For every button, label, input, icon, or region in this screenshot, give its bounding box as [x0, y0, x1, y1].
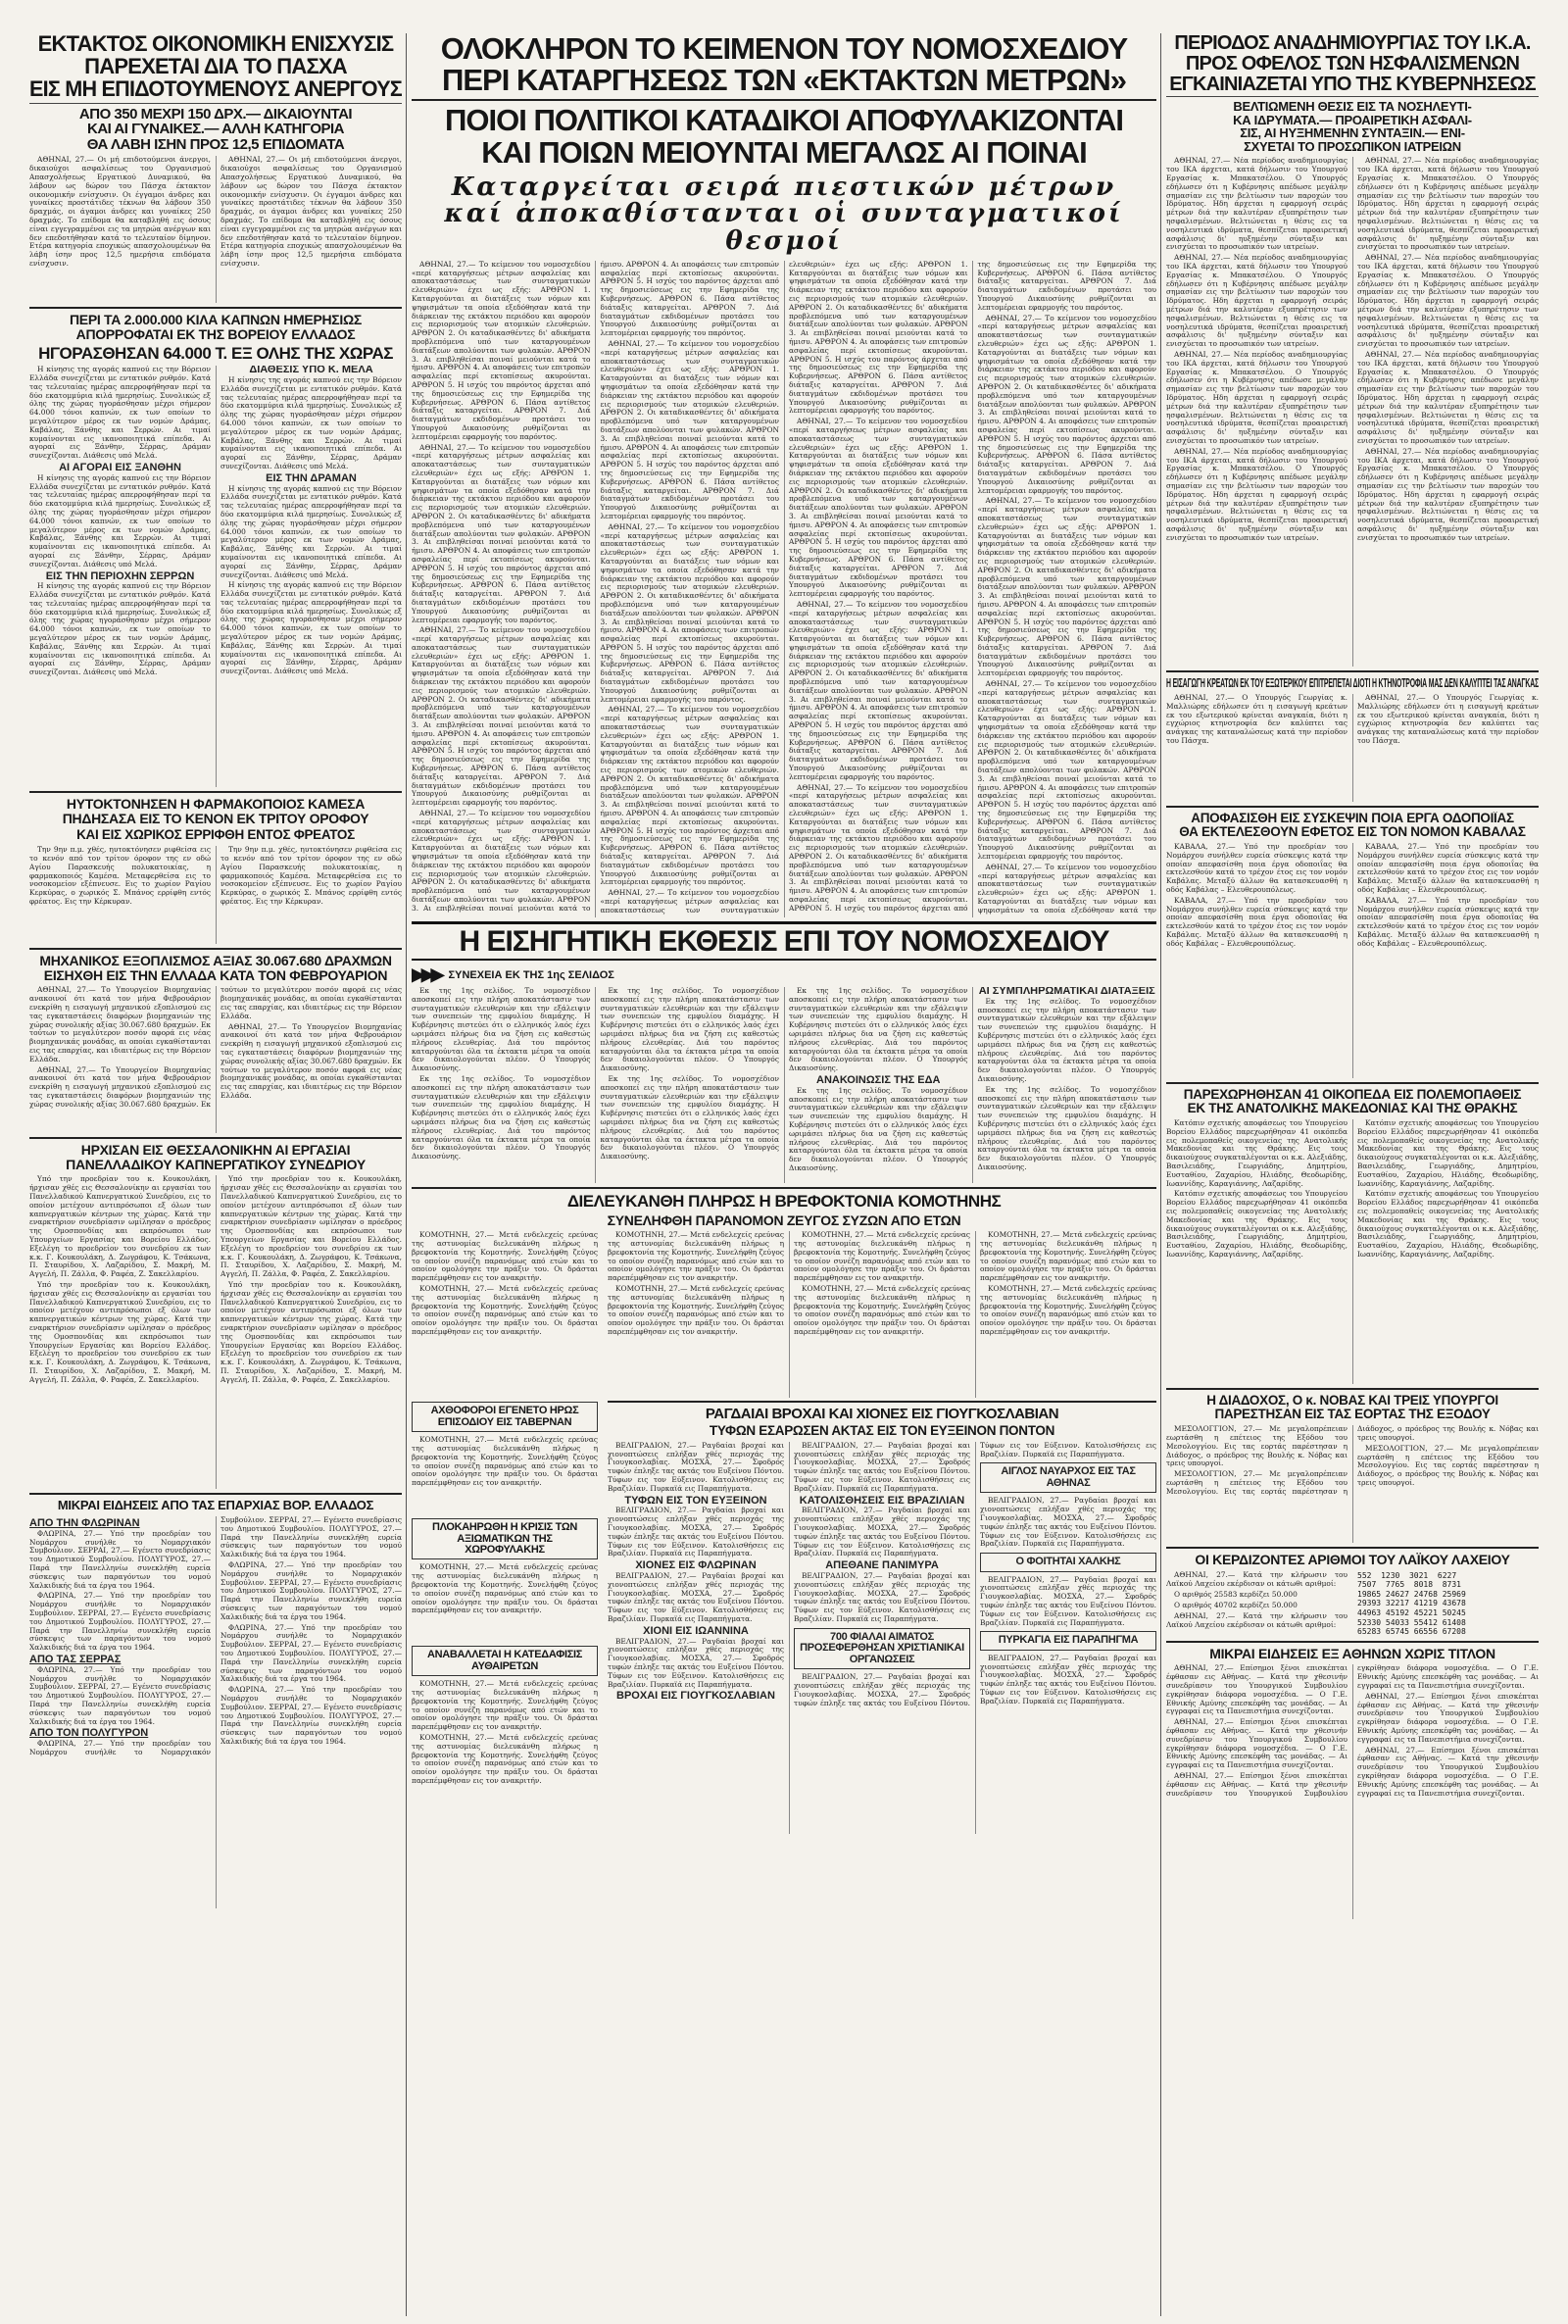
lead-article [412, 33, 1156, 917]
article-ika [1166, 33, 1539, 667]
subheadline: ΣΥΝΕΛΗΦΘΗ ΠΑΡΑΝΟΜΟΝ ΖΕΥΓΟΣ ΣΥΖΩΝ ΑΠΟ ΕΤΩΝ [607, 1211, 961, 1228]
headline: ΔΙΕΛΕΥΚΑΝΘΗ ΠΛΗΡΩΣ Η ΒΡΕΦΟΚΤΟΝΙΑ ΚΟΜΟΤΗΝΗΣ [566, 1193, 1002, 1211]
section-label: ΒΡΟΧΑΙ ΕΙΣ ΓΙΟΥΓΚΟΣΛΑΒΙΑΝ [616, 1690, 775, 1703]
article-body: ΑΘΗΝΑΙ, 27.— Οι μή επιδοτούμενοι άνεργοι, δικαιούχοι ασφαλίσεως του Οργανισμού Απασχολήσεως Εργατικού Δυναμικού, θα λάβουν ως δώρον του Πάσχα έκτακτον οικονομικήν ενίσχυσιν. Οι έγγαμοι άνδρες και γυναίκες προστάτιδες τέκνων θα λάβουν 350 δραχμάς, οι άγαμοι άνδρες και γυναίκες 250 δραχμάς. Το επίδομα θα καταβληθή εις όσους είναι εγγεγραμμένοι εις τα μητρώα ανέργων και δεν επεδοτήθησαν κατά το τελευταίον δίμηνον. Ετέρα κατηγορία εποχικώς απασχολουμένων θα λάβη ίσην προς 12,5 ημερήσια επιδόματα ενίσχυσιν. ΑΘΗΝΑΙ, 27.— Οι μή επιδοτούμενοι άνεργοι, δικαιούχοι ασφαλίσεως του Οργανισμού Απασχολήσεως Εργατικού Δυναμικού, θα λάβουν ως δώρον του Πάσχα έκτακτον οικονομικήν ενίσχυσιν. Οι έγγαμοι άνδρες και γυναίκες προστάτιδες τέκνων θα λάβουν 350 δραχμάς, οι άγαμοι άνδρες και γυναίκες 250 δραχμάς. Το επίδομα θα καταβληθή εις όσους είναι εγγεγραμμένοι εις τα μητρώα ανέργων και δεν επεδοτήθησαν κατά το τελευταίον δίμηνον. Ετέρα κατηγορία εποχικώς απασχολουμένων θα λάβη ίσην προς 12,5 ημερήσια επιδόματα ενίσχυσιν. [29, 156, 402, 268]
italic-subheadline: Καταργείται σειρά πιεστικών μέτρων καί ἀποκαθίστανται οἱ συνταγματικοί θεσμοί [444, 172, 1124, 256]
subheadline: ΗΓΟΡΑΣΘΗΣΑΝ 64.000 Τ. ΕΞ ΟΛΗΣ ΤΗΣ ΧΩΡΑΣ [38, 343, 393, 363]
lottery-number-row: 7507 7765 8018 8731 [1357, 1580, 1461, 1590]
main-headline: ΟΛΟΚΛΗΡΟΝ ΤΟ ΚΕΙΜΕΝΟΝ ΤΟΥ ΝΟΜΟΣΧΕΔΙΟΥ ΠΕΡΙ ΚΑΤΑΡΓΗΣΕΩΣ ΤΩΝ «ΕΚΤΑΚΤΩΝ ΜΕΤΡΩΝ» [440, 33, 1128, 98]
section-label: ΑΙ ΑΓΟΡΑΙ ΕΙΣ ΞΑΝΘΗΝ [59, 461, 181, 473]
article-body: ΒΕΛΙΓΡΑΔΙΟΝ, 27.— Ραγδαίαι βροχαί και χιονοπτώσεις επλήξαν χθές περιοχάς της Γιουγκοσλαβίας. ΜΟΣΧΑ, 27.— Σφοδρός τυφών έπληξε τας ακτάς του Ευξείνου Πόντου. Τύφων εις τον Εύξεινον. Κατολισθήσεις εις Βραζιλίαν. Πυρκαϊά εις Παραπήγματα. ΤΥΦΩΝ ΕΙΣ ΤΟΝ ΕΥΞΕΙΝΟΝ ΒΕΛΙΓΡΑΔΙΟΝ, 27.— Ραγδαίαι βροχαί και χιονοπτώσεις επλήξαν χθές περιοχάς της Γιουγκοσλαβίας. ΜΟΣΧΑ, 27.— Σφοδρός τυφών έπληξε τας ακτάς του Ευξείνου Πόντου. Τύφων εις τον Εύξεινον. Κατολισθήσεις εις Βραζιλίαν. Πυρκαϊά εις Παραπήγματα. ΧΙΟΝΕΣ ΕΙΣ ΦΛΩΡΙΝΑΝ ΒΕΛΙΓΡΑΔΙΟΝ, 27.— Ραγδαίαι βροχαί και χιονοπτώσεις επλήξαν χθές περιοχάς της Γιουγκοσλαβίας. ΜΟΣΧΑ, 27.— Σφοδρός τυφών έπληξε τας ακτάς του Ευξείνου Πόντου. Τύφων εις τον Εύξεινον. Κατολισθήσεις εις Βραζιλίαν. Πυρκαϊά εις Παραπήγματα. ΧΙΟΝΙ ΕΙΣ ΙΩΑΝΝΙΝΑ ΒΕΛΙΓΡΑΔΙΟΝ, 27.— Ραγδαίαι βροχαί και χιονοπτώσεις επλήξαν χθές περιοχάς της Γιουγκοσλαβίας. ΜΟΣΧΑ, 27.— Σφοδρός τυφών έπληξε τας ακτάς του Ευξείνου Πόντου. Τύφων εις τον Εύξεινον. Κατολισθήσεις εις Βραζιλίαν. Πυρκαϊά εις Παραπήγματα. ΒΡΟΧΑΙ ΕΙΣ ΓΙΟΥΓΚΟΣΛΑΒΙΑΝ ΒΕΛΙΓΡΑΔΙΟΝ, 27.— Ραγδαίαι βροχαί και χιονοπτώσεις επλήξαν χθές περιοχάς της Γιουγκοσλαβίας. ΜΟΣΧΑ, 27.— Σφοδρός τυφών έπληξε τας ακτάς του Ευξείνου Πόντου. Τύφων εις τον Εύξεινον. Κατολισθήσεις εις Βραζιλίαν. Πυρκαϊά εις Παραπήγματα. ΚΑΤΟΛΙΣΘΗΣΕΙΣ ΕΙΣ ΒΡΑΖΙΛΙΑΝ ΒΕΛΙΓΡΑΔΙΟΝ, 27.— Ραγδαίαι βροχαί και χιονοπτώσεις επλήξαν χθές περιοχάς της Γιουγκοσλαβίας. ΜΟΣΧΑ, 27.— Σφοδρός τυφών έπληξε τας ακτάς του Ευξείνου Πόντου. Τύφων εις τον Εύξεινον. Κατολισθήσεις εις Βραζιλίαν. Πυρκαϊά εις Παραπήγματα. ΑΠΕΘΑΝΕ ΠΑΝΙΜΥΡΑ ΒΕΛΙΓΡΑΔΙΟΝ, 27.— Ραγδαίαι βροχαί και χιονοπτώσεις επλήξαν χθές περιοχάς της Γιουγκοσλαβίας. ΜΟΣΧΑ, 27.— Σφοδρός τυφών έπληξε τας ακτάς του Ευξείνου Πόντου. Τύφων εις τον Εύξεινον. Κατολισθήσεις εις Βραζιλίαν. Πυρκαϊά εις Παραπήγματα. 700 ΦΙΑΛΑΙ ΑΙΜΑΤΟΣ ΠΡΟΣΕΦΕΡΘΗΣΑΝ ΧΡΙΣΤΙΑΝΙΚΑΙ ΟΡΓΑΝΩΣΕΙΣ ΒΕΛΙΓΡΑΔΙΟΝ, 27.— Ραγδαίαι βροχαί και χιονοπτώσεις επλήξαν χθές περιοχάς της Γιουγκοσλαβίας. ΜΟΣΧΑ, 27.— Σφοδρός τυφών έπληξε τας ακτάς του Ευξείνου Πόντου. Τύφων εις τον Εύξεινον. Κατολισθήσεις εις Βραζιλίαν. Πυρκαϊά εις Παραπήγματα. ΑΙΓΛΟΣ ΝΑΥΑΡΧΟΣ ΕΙΣ ΤΑΣ ΑΘΗΝΑΣ ΒΕΛΙΓΡΑΔΙΟΝ, 27.— Ραγδαίαι βροχαί και χιονοπτώσεις επλήξαν χθές περιοχάς της Γιουγκοσλαβίας. ΜΟΣΧΑ, 27.— Σφοδρός τυφών έπληξε τας ακτάς του Ευξείνου Πόντου. Τύφων εις τον Εύξεινον. Κατολισθήσεις εις Βραζιλίαν. Πυρκαϊά εις Παραπήγματα. Ο ΦΟΙΤΗΤΑΙ ΧΑΛΚΗΣ ΒΕΛΙΓΡΑΔΙΟΝ, 27.— Ραγδαίαι βροχαί και χιονοπτώσεις επλήξαν χθές περιοχάς της Γιουγκοσλαβίας. ΜΟΣΧΑ, 27.— Σφοδρός τυφών έπληξε τας ακτάς του Ευξείνου Πόντου. Τύφων εις τον Εύξεινον. Κατολισθήσεις εις Βραζιλίαν. Πυρκαϊά εις Παραπήγματα. ΠΥΡΚΑΓΙΑ ΕΙΣ ΠΑΡΑΠΗΓΜΑ ΒΕΛΙΓΡΑΔΙΟΝ, 27.— Ραγδαίαι βροχαί και χιονοπτώσεις επλήξαν χθές περιοχάς της Γιουγκοσλαβίας. ΜΟΣΧΑ, 27.— Σφοδρός τυφών έπληξε τας ακτάς του Ευξείνου Πόντου. Τύφων εις τον Εύξεινον. Κατολισθήσεις εις Βραζιλίαν. Πυρκαϊά εις Παραπήγματα. [608, 1441, 1156, 1707]
article-body: ΑΘΗΝΑΙ, 27.— Ο Υπουργός Γεωργίας κ. Μαλλιώρης εδήλωσεν ότι η εισαγωγή κρεάτων εκ του εξωτερικού κρίνεται αναγκαία, διότι η εγχώριος κτηνοτροφία δεν καλύπτει τας ανάγκας της καταναλώσεως κατά την περίοδον του Πάσχα. ΑΘΗΝΑΙ, 27.— Ο Υπουργός Γεωργίας κ. Μαλλιώρης εδήλωσεν ότι η εισαγωγή κρεάτων εκ του εξωτερικού κρίνεται αναγκαία, διότι η εγχώριος κτηνοτροφία δεν καλύπτει τας ανάγκας της καταναλώσεως κατά την περίοδον του Πάσχα. [1166, 693, 1539, 745]
article-tobacco [29, 313, 402, 787]
section-label: ΑΠΕΘΑΝΕ ΠΑΝΙΜΥΡΑ [825, 1559, 939, 1572]
section-label: ΤΥΦΩΝ ΕΙΣ ΤΟΝ ΕΥΞΕΙΝΟΝ [624, 1494, 767, 1507]
sidebar-boxes: ΚΟΜΟΤΗΝΗ, 27.— Μετά ενδελεχείς ερεύνας της αστυνομίας διελευκάνθη πλήρως η βρεφοκτονία της Κομοτηνής. Συνελήφθη ζεύγος το οποίον συνέζη παρανόμως από ετών και το οποίον ομολόγησε την πράξιν του. Οι δράσται παρεπέμφθησαν εις τον ανακριτήν. ΚΟΜΟΤΗΝΗ, 27.— Μετά ενδελεχείς ερεύνας της αστυνομίας διελευκάνθη πλήρως η βρεφοκτονία της Κομοτηνής. Συνελήφθη ζεύγος το οποίον συνέζη παρανόμως από ετών και το οποίον ομολόγησε την πράξιν του. Οι δράσται παρεπέμφθησαν εις τον ανακριτήν. ΑΧΘΟΦΟΡΟΙ ΕΓΕΝΕΤΟ ΗΡΩΣ ΕΠΙΣΟΔΙΟΥ ΕΙΣ ΤΑΒΕΡΝΑΝ ΚΟΜΟΤΗΝΗ, 27.— Μετά ενδελεχείς ερεύνας της αστυνομίας διελευκάνθη πλήρως η βρεφοκτονία της Κομοτηνής. Συνελήφθη ζεύγος το οποίον συνέζη παρανόμως από ετών και το οποίον ομολόγησε την πράξιν του. Οι δράσται παρεπέμφθησαν εις τον ανακριτήν. ΠΛΟΚΑΗΡΩΘΗ Η ΚΡΙΣΙΣ ΤΩΝ ΑΞΙΩΜΑΤΙΚΩΝ ΤΗΣ ΧΩΡΟΦΥΛΑΚΗΣ ΚΟΜΟΤΗΝΗ, 27.— Μετά ενδελεχείς ερεύνας της αστυνομίας διελευκάνθη πλήρως η βρεφοκτονία της Κομοτηνής. Συνελήφθη ζεύγος το οποίον συνέζη παρανόμως από ετών και το οποίον ομολόγησε την πράξιν του. Οι δράσται παρεπέμφθησαν εις τον ανακριτήν. ΑΝΑΒΑΛΛΕΤΑΙ Η ΚΑΤΕΔΑΦΙΣΙΣ ΑΥΘΑΙΡΕΤΩΝ ΚΟΜΟΤΗΝΗ, 27.— Μετά ενδελεχείς ερεύνας της αστυνομίας διελευκάνθη πλήρως η βρεφοκτονία της Κομοτηνής. Συνελήφθη ζεύγος το οποίον συνέζη παρανόμως από ετών και το οποίον ομολόγησε την πράξιν του. Οι δράσται παρεπέμφθησαν εις τον ανακριτήν. ΚΟΜΟΤΗΝΗ, 27.— Μετά ενδελεχείς ερεύνας της αστυνομίας διελευκάνθη πλήρως η βρεφοκτονία της Κομοτηνής. Συνελήφθη ζεύγος το οποίον συνέζη παρανόμως από ετών και το οποίον ομολόγησε την πράξιν του. Οι δράσται παρεπέμφθησαν εις τον ανακριτήν. [412, 1231, 598, 1786]
headline: ΠΑΡΕΧΩΡΗΘΗΣΑΝ 41 ΟΙΚΟΠΕΔΑ ΕΙΣ ΠΟΛΕΜΟΠΑΘΕΙΣ ΕΚ ΤΗΣ ΑΝΑΤΟΛΙΚΗΣ ΜΑΚΕΔΟΝΙΑΣ ΚΑΙ ΤΗΣ ΘΡΑΚΗΣ [1183, 1088, 1522, 1116]
lottery-prize: Ο αριθμός 25583 κερδίζει 50.000 [1174, 1590, 1298, 1600]
subheadline: ΤΥΦΩΝ ΕΣΑΡΩΣΕΝ ΑΚΤΑΣ ΕΙΣ ΤΟΝ ΕΥΞΕΙΝΟΝ ΠΟΝΤΟΝ [709, 1422, 1055, 1438]
lottery-number-row: 19865 24627 24768 25969 [1357, 1589, 1466, 1599]
article-body: Την 9ην π.μ. χθές, ηυτοκτόνησεν ριφθείσα εις το κενόν από τον τρίτον όροφον της εν οδώ Αγίου Παρασκευής πολυκατοικίας, η φαρμακοποιός Καμέσα. Μεταφερθείσα εις το νοσοκομείον εξέπνευσε. Εις το χωρίον Ραγίου Κερκύρας, ο χωρικός Σ. Μπάνος ερρίφθη εντός φρέατος. Εις την Κέρκυραν. Την 9ην π.μ. χθές, ηυτοκτόνησεν ριφθείσα εις το κενόν από τον τρίτον όροφον της εν οδώ Αγίου Παρασκευής πολυκατοικίας, η φαρμακοποιός Καμέσα. Μεταφερθείσα εις το νοσοκομείον εξέπνευσε. Εις το χωρίον Ραγίου Κερκύρας, ο χωρικός Σ. Μπάνος ερρίφθη εντός φρέατος. Εις την Κέρκυραν. [29, 846, 402, 907]
article-body: ΑΘΗΝΑΙ, 27.— Νέα περίοδος αναδημιουργίας του ΙΚΑ άρχεται, κατά δήλωσιν του Υπουργού Εργασίας κ. Μπακατσέλου. Ο Υπουργός εδήλωσεν ότι η Κυβέρνησις απέδωσε μεγάλην σημασίαν εις την βελτίωσιν των παροχών του Ιδρύματος. Ηδη άρχεται η εφαρμογή σειράς μέτρων διά την καλυτέραν εξυπηρέτησιν των ησφαλισμένων. Βελτιώνεται η θέσις εις τα νοσηλευτικά ιδρύματα, θεσπίζεται προαιρετική ασφάλισις δι' ηυξημένην σύνταξιν και ενισχύεται το προσωπικόν των ιατρείων. ΑΘΗΝΑΙ, 27.— Νέα περίοδος αναδημιουργίας του ΙΚΑ άρχεται, κατά δήλωσιν του Υπουργού Εργασίας κ. Μπακατσέλου. Ο Υπουργός εδήλωσεν ότι η Κυβέρνησις απέδωσε μεγάλην σημασίαν εις την βελτίωσιν των παροχών του Ιδρύματος. Ηδη άρχεται η εφαρμογή σειράς μέτρων διά την καλυτέραν εξυπηρέτησιν των ησφαλισμένων. Βελτιώνεται η θέσις εις τα νοσηλευτικά ιδρύματα, θεσπίζεται προαιρετική ασφάλισις δι' ηυξημένην σύνταξιν και ενισχύεται το προσωπικόν των ιατρείων. ΑΘΗΝΑΙ, 27.— Νέα περίοδος αναδημιουργίας του ΙΚΑ άρχεται, κατά δήλωσιν του Υπουργού Εργασίας κ. Μπακατσέλου. Ο Υπουργός εδήλωσεν ότι η Κυβέρνησις απέδωσε μεγάλην σημασίαν εις την βελτίωσιν των παροχών του Ιδρύματος. Ηδη άρχεται η εφαρμογή σειράς μέτρων διά την καλυτέραν εξυπηρέτησιν των ησφαλισμένων. Βελτιώνεται η θέσις εις τα νοσηλευτικά ιδρύματα, θεσπίζεται προαιρετική ασφάλισις δι' ηυξημένην σύνταξιν και ενισχύεται το προσωπικόν των ιατρείων. ΑΘΗΝΑΙ, 27.— Νέα περίοδος αναδημιουργίας του ΙΚΑ άρχεται, κατά δήλωσιν του Υπουργού Εργασίας κ. Μπακατσέλου. Ο Υπουργός εδήλωσεν ότι η Κυβέρνησις απέδωσε μεγάλην σημασίαν εις την βελτίωσιν των παροχών του Ιδρύματος. Ηδη άρχεται η εφαρμογή σειράς μέτρων διά την καλυτέραν εξυπηρέτησιν των ησφαλισμένων. Βελτιώνεται η θέσις εις τα νοσηλευτικά ιδρύματα, θεσπίζεται προαιρετική ασφάλισις δι' ηυξημένην σύνταξιν και ενισχύεται το προσωπικόν των ιατρείων. ΑΘΗΝΑΙ, 27.— Νέα περίοδος αναδημιουργίας του ΙΚΑ άρχεται, κατά δήλωσιν του Υπουργού Εργασίας κ. Μπακατσέλου. Ο Υπουργός εδήλωσεν ότι η Κυβέρνησις απέδωσε μεγάλην σημασίαν εις την βελτίωσιν των παροχών του Ιδρύματος. Ηδη άρχεται η εφαρμογή σειράς μέτρων διά την καλυτέραν εξυπηρέτησιν των ησφαλισμένων. Βελτιώνεται η θέσις εις τα νοσηλευτικά ιδρύματα, θεσπίζεται προαιρετική ασφάλισις δι' ηυξημένην σύνταξιν και ενισχύεται το προσωπικόν των ιατρείων. ΑΘΗΝΑΙ, 27.— Νέα περίοδος αναδημιουργίας του ΙΚΑ άρχεται, κατά δήλωσιν του Υπουργού Εργασίας κ. Μπακατσέλου. Ο Υπουργός εδήλωσεν ότι η Κυβέρνησις απέδωσε μεγάλην σημασίαν εις την βελτίωσιν των παροχών του Ιδρύματος. Ηδη άρχεται η εφαρμογή σειράς μέτρων διά την καλυτέραν εξυπηρέτησιν των ησφαλισμένων. Βελτιώνεται η θέσις εις τα νοσηλευτικά ιδρύματα, θεσπίζεται προαιρετική ασφάλισις δι' ηυξημένην σύνταξιν και ενισχύεται το προσωπικόν των ιατρείων. ΑΘΗΝΑΙ, 27.— Νέα περίοδος αναδημιουργίας του ΙΚΑ άρχεται, κατά δήλωσιν του Υπουργού Εργασίας κ. Μπακατσέλου. Ο Υπουργός εδήλωσεν ότι η Κυβέρνησις απέδωσε μεγάλην σημασίαν εις την βελτίωσιν των παροχών του Ιδρύματος. Ηδη άρχεται η εφαρμογή σειράς μέτρων διά την καλυτέραν εξυπηρέτησιν των ησφαλισμένων. Βελτιώνεται η θέσις εις τα νοσηλευτικά ιδρύματα, θεσπίζεται προαιρετική ασφάλισις δι' ηυξημένην σύνταξιν και ενισχύεται το προσωπικόν των ιατρείων. ΑΘΗΝΑΙ, 27.— Νέα περίοδος αναδημιουργίας του ΙΚΑ άρχεται, κατά δήλωσιν του Υπουργού Εργασίας κ. Μπακατσέλου. Ο Υπουργός εδήλωσεν ότι η Κυβέρνησις απέδωσε μεγάλην σημασίαν εις την βελτίωσιν των παροχών του Ιδρύματος. Ηδη άρχεται η εφαρμογή σειράς μέτρων διά την καλυτέραν εξυπηρέτησιν των ησφαλισμένων. Βελτιώνεται η θέσις εις τα νοσηλευτικά ιδρύματα, θεσπίζεται προαιρετική ασφάλισις δι' ηυξημένην σύνταξιν και ενισχύεται το προσωπικόν των ιατρείων. [1166, 157, 1539, 542]
article-unemployed-benefit [29, 33, 402, 303]
article-body: ΑΘΗΝΑΙ, 27.— Το κείμενον του νομοσχεδίου «περί καταργήσεως μέτρων ασφαλείας και αποκαταστάσεως των συνταγματικών ελευθεριών» έχει ως εξής: ΑΡΘΡΟΝ 1. Καταργούνται αι διατάξεις των νόμων και ψηφισμάτων τα οποία εξεδόθησαν κατά την διάρκειαν της εκτάκτου περιόδου και αφορούν εις περιορισμούς των ατομικών ελευθεριών. ΑΡΘΡΟΝ 2. Οι καταδικασθέντες δι' αδικήματα προβλεπόμενα υπό των καταργουμένων διατάξεων απολύονται των φυλακών. ΑΡΘΡΟΝ 3. Αι επιβληθείσαι ποιναί μειούνται κατά το ήμισυ. ΑΡΘΡΟΝ 4. Αι αποφάσεις των επιτροπών ασφαλείας περί εκτοπίσεως ακυρούνται. ΑΡΘΡΟΝ 5. Η ισχύς του παρόντος άρχεται από της δημοσιεύσεως εις την Εφημερίδα της Κυβερνήσεως. ΑΡΘΡΟΝ 6. Πάσα αντίθετος διάταξις καταργείται. ΑΡΘΡΟΝ 7. Διά διαταγμάτων εκδιδομένων προτάσει του Υπουργού Δικαιοσύνης ρυθμίζονται αι λεπτομέρειαι εφαρμογής του παρόντος. ΑΘΗΝΑΙ, 27.— Το κείμενον του νομοσχεδίου «περί καταργήσεως μέτρων ασφαλείας και αποκαταστάσεως των συνταγματικών ελευθεριών» έχει ως εξής: ΑΡΘΡΟΝ 1. Καταργούνται αι διατάξεις των νόμων και ψηφισμάτων τα οποία εξεδόθησαν κατά την διάρκειαν της εκτάκτου περιόδου και αφορούν εις περιορισμούς των ατομικών ελευθεριών. ΑΡΘΡΟΝ 2. Οι καταδικασθέντες δι' αδικήματα προβλεπόμενα υπό των καταργουμένων διατάξεων απολύονται των φυλακών. ΑΡΘΡΟΝ 3. Αι επιβληθείσαι ποιναί μειούνται κατά το ήμισυ. ΑΡΘΡΟΝ 4. Αι αποφάσεις των επιτροπών ασφαλείας περί εκτοπίσεως ακυρούνται. ΑΡΘΡΟΝ 5. Η ισχύς του παρόντος άρχεται από της δημοσιεύσεως εις την Εφημερίδα της Κυβερνήσεως. ΑΡΘΡΟΝ 6. Πάσα αντίθετος διάταξις καταργείται. ΑΡΘΡΟΝ 7. Διά διαταγμάτων εκδιδομένων προτάσει του Υπουργού Δικαιοσύνης ρυθμίζονται αι λεπτομέρειαι εφαρμογής του παρόντος. ΑΘΗΝΑΙ, 27.— Το κείμενον του νομοσχεδίου «περί καταργήσεως μέτρων ασφαλείας και αποκαταστάσεως των συνταγματικών ελευθεριών» έχει ως εξής: ΑΡΘΡΟΝ 1. Καταργούνται αι διατάξεις των νόμων και ψηφισμάτων τα οποία εξεδόθησαν κατά την διάρκειαν της εκτάκτου περιόδου και αφορούν εις περιορισμούς των ατομικών ελευθεριών. ΑΡΘΡΟΝ 2. Οι καταδικασθέντες δι' αδικήματα προβλεπόμενα υπό των καταργουμένων διατάξεων απολύονται των φυλακών. ΑΡΘΡΟΝ 3. Αι επιβληθείσαι ποιναί μειούνται κατά το ήμισυ. ΑΡΘΡΟΝ 4. Αι αποφάσεις των επιτροπών ασφαλείας περί εκτοπίσεως ακυρούνται. ΑΡΘΡΟΝ 5. Η ισχύς του παρόντος άρχεται από της δημοσιεύσεως εις την Εφημερίδα της Κυβερνήσεως. ΑΡΘΡΟΝ 6. Πάσα αντίθετος διάταξις καταργείται. ΑΡΘΡΟΝ 7. Διά διαταγμάτων εκδιδομένων προτάσει του Υπουργού Δικαιοσύνης ρυθμίζονται αι λεπτομέρειαι εφαρμογής του παρόντος. ΑΘΗΝΑΙ, 27.— Το κείμενον του νομοσχεδίου «περί καταργήσεως μέτρων ασφαλείας και αποκαταστάσεως των συνταγματικών ελευθεριών» έχει ως εξής: ΑΡΘΡΟΝ 1. Καταργούνται αι διατάξεις των νόμων και ψηφισμάτων τα οποία εξεδόθησαν κατά την διάρκειαν της εκτάκτου περιόδου και αφορούν εις περιορισμούς των ατομικών ελευθεριών. ΑΡΘΡΟΝ 2. Οι καταδικασθέντες δι' αδικήματα προβλεπόμενα υπό των καταργουμένων διατάξεων απολύονται των φυλακών. ΑΡΘΡΟΝ 3. Αι επιβληθείσαι ποιναί μειούνται κατά το ήμισυ. ΑΡΘΡΟΝ 4. Αι αποφάσεις των επιτροπών ασφαλείας περί εκτοπίσεως ακυρούνται. ΑΡΘΡΟΝ 5. Η ισχύς του παρόντος άρχεται από της δημοσιεύσεως εις την Εφημερίδα της Κυβερνήσεως. ΑΡΘΡΟΝ 6. Πάσα αντίθετος διάταξις καταργείται. ΑΡΘΡΟΝ 7. Διά διαταγμάτων εκδιδομένων προτάσει του Υπουργού Δικαιοσύνης ρυθμίζονται αι λεπτομέρειαι εφαρμογής του παρόντος. ΑΘΗΝΑΙ, 27.— Το κείμενον του νομοσχεδίου «περί καταργήσεως μέτρων ασφαλείας και αποκαταστάσεως των συνταγματικών ελευθεριών» έχει ως εξής: ΑΡΘΡΟΝ 1. Καταργούνται αι διατάξεις των νόμων και ψηφισμάτων τα οποία εξεδόθησαν κατά την διάρκειαν της εκτάκτου περιόδου και αφορούν εις περιορισμούς των ατομικών ελευθεριών. ΑΡΘΡΟΝ 2. Οι καταδικασθέντες δι' αδικήματα προβλεπόμενα υπό των καταργουμένων διατάξεων απολύονται των φυλακών. ΑΡΘΡΟΝ 3. Αι επιβληθείσαι ποιναί μειούνται κατά το ήμισυ. ΑΡΘΡΟΝ 4. Αι αποφάσεις των επιτροπών ασφαλείας περί εκτοπίσεως ακυρούνται. ΑΡΘΡΟΝ 5. Η ισχύς του παρόντος άρχεται από της δημοσιεύσεως εις την Εφημερίδα της Κυβερνήσεως. ΑΡΘΡΟΝ 6. Πάσα αντίθετος διάταξις καταργείται. ΑΡΘΡΟΝ 7. Διά διαταγμάτων εκδιδομένων προτάσει του Υπουργού Δικαιοσύνης ρυθμίζονται αι λεπτομέρειαι εφαρμογής του παρόντος. ΑΘΗΝΑΙ, 27.— Το κείμενον του νομοσχεδίου «περί καταργήσεως μέτρων ασφαλείας και αποκαταστάσεως των συνταγματικών ελευθεριών» έχει ως εξής: ΑΡΘΡΟΝ 1. Καταργούνται αι διατάξεις των νόμων και ψηφισμάτων τα οποία εξεδόθησαν κατά την διάρκειαν της εκτάκτου περιόδου και αφορούν εις περιορισμούς των ατομικών ελευθεριών. ΑΡΘΡΟΝ 2. Οι καταδικασθέντες δι' αδικήματα προβλεπόμενα υπό των καταργουμένων διατάξεων απολύονται των φυλακών. ΑΡΘΡΟΝ 3. Αι επιβληθείσαι ποιναί μειούνται κατά το ήμισυ. ΑΡΘΡΟΝ 4. Αι αποφάσεις των επιτροπών ασφαλείας περί εκτοπίσεως ακυρούνται. ΑΡΘΡΟΝ 5. Η ισχύς του παρόντος άρχεται από της δημοσιεύσεως εις την Εφημερίδα της Κυβερνήσεως. ΑΡΘΡΟΝ 6. Πάσα αντίθετος διάταξις καταργείται. ΑΡΘΡΟΝ 7. Διά διαταγμάτων εκδιδομένων προτάσει του Υπουργού Δικαιοσύνης ρυθμίζονται αι λεπτομέρειαι εφαρμογής του παρόντος. ΑΘΗΝΑΙ, 27.— Το κείμενον του νομοσχεδίου «περί καταργήσεως μέτρων ασφαλείας και αποκαταστάσεως των συνταγματικών ελευθεριών» έχει ως εξής: ΑΡΘΡΟΝ 1. Καταργούνται αι διατάξεις των νόμων και ψηφισμάτων τα οποία εξεδόθησαν κατά την διάρκειαν της εκτάκτου περιόδου και αφορούν εις περιορισμούς των ατομικών ελευθεριών. ΑΡΘΡΟΝ 2. Οι καταδικασθέντες δι' αδικήματα προβλεπόμενα υπό των καταργουμένων διατάξεων απολύονται των φυλακών. ΑΡΘΡΟΝ 3. Αι επιβληθείσαι ποιναί μειούνται κατά το ήμισυ. ΑΡΘΡΟΝ 4. Αι αποφάσεις των επιτροπών ασφαλείας περί εκτοπίσεως ακυρούνται. ΑΡΘΡΟΝ 5. Η ισχύς του παρόντος άρχεται από της δημοσιεύσεως εις την Εφημερίδα της Κυβερνήσεως. ΑΡΘΡΟΝ 6. Πάσα αντίθετος διάταξις καταργείται. ΑΡΘΡΟΝ 7. Διά διαταγμάτων εκδιδομένων προτάσει του Υπουργού Δικαιοσύνης ρυθμίζονται αι λεπτομέρειαι εφαρμογής του παρόντος. ΑΘΗΝΑΙ, 27.— Το κείμενον του νομοσχεδίου «περί καταργήσεως μέτρων ασφαλείας και αποκαταστάσεως των συνταγματικών ελευθεριών» έχει ως εξής: ΑΡΘΡΟΝ 1. Καταργούνται αι διατάξεις των νόμων και ψηφισμάτων τα οποία εξεδόθησαν κατά την διάρκειαν της εκτάκτου περιόδου και αφορούν εις περιορισμούς των ατομικών ελευθεριών. ΑΡΘΡΟΝ 2. Οι καταδικασθέντες δι' αδικήματα προβλεπόμενα υπό των καταργουμένων διατάξεων απολύονται των φυλακών. ΑΡΘΡΟΝ 3. Αι επιβληθείσαι ποιναί μειούνται κατά το ήμισυ. ΑΡΘΡΟΝ 4. Αι αποφάσεις των επιτροπών ασφαλείας περί εκτοπίσεως ακυρούνται. ΑΡΘΡΟΝ 5. Η ισχύς του παρόντος άρχεται από της δημοσιεύσεως εις την Εφημερίδα της Κυβερνήσεως. ΑΡΘΡΟΝ 6. Πάσα αντίθετος διάταξις καταργείται. ΑΡΘΡΟΝ 7. Διά διαταγμάτων εκδιδομένων προτάσει του Υπουργού Δικαιοσύνης ρυθμίζονται αι λεπτομέρειαι εφαρμογής του παρόντος. ΑΘΗΝΑΙ, 27.— Το κείμενον του νομοσχεδίου «περί καταργήσεως μέτρων ασφαλείας και αποκαταστάσεως των συνταγματικών ελευθεριών» έχει ως εξής: ΑΡΘΡΟΝ 1. Καταργούνται αι διατάξεις των νόμων και ψηφισμάτων τα οποία εξεδόθησαν κατά την διάρκειαν της εκτάκτου περιόδου και αφορούν εις περιορισμούς των ατομικών ελευθεριών. ΑΡΘΡΟΝ 2. Οι καταδικασθέντες δι' αδικήματα προβλεπόμενα υπό των καταργουμένων διατάξεων απολύονται των φυλακών. ΑΡΘΡΟΝ 3. Αι επιβληθείσαι ποιναί μειούνται κατά το ήμισυ. ΑΡΘΡΟΝ 4. Αι αποφάσεις των επιτροπών ασφαλείας περί εκτοπίσεως ακυρούνται. ΑΡΘΡΟΝ 5. Η ισχύς του παρόντος άρχεται από της δημοσιεύσεως εις την Εφημερίδα της Κυβερνήσεως. ΑΡΘΡΟΝ 6. Πάσα αντίθετος διάταξις καταργείται. ΑΡΘΡΟΝ 7. Διά διαταγμάτων εκδιδομένων προτάσει του Υπουργού Δικαιοσύνης ρυθμίζονται αι λεπτομέρειαι εφαρμογής του παρόντος. ΑΘΗΝΑΙ, 27.— Το κείμενον του νομοσχεδίου «περί καταργήσεως μέτρων ασφαλείας και αποκαταστάσεως των συνταγματικών ελευθεριών» έχει ως εξής: ΑΡΘΡΟΝ 1. Καταργούνται αι διατάξεις των νόμων και ψηφισμάτων τα οποία εξεδόθησαν κατά την διάρκειαν της εκτάκτου περιόδου και αφορούν εις περιορισμούς των ατομικών ελευθεριών. ΑΡΘΡΟΝ 2. Οι καταδικασθέντες δι' αδικήματα προβλεπόμενα υπό των καταργουμένων διατάξεων απολύονται των φυλακών. ΑΡΘΡΟΝ 3. Αι επιβληθείσαι ποιναί μειούνται κατά το ήμισυ. ΑΡΘΡΟΝ 4. Αι αποφάσεις των επιτροπών ασφαλείας περί εκτοπίσεως ακυρούνται. ΑΡΘΡΟΝ 5. Η ισχύς του παρόντος άρχεται από της δημοσιεύσεως εις την Εφημερίδα της Κυβερνήσεως. ΑΡΘΡΟΝ 6. Πάσα αντίθετος διάταξις καταργείται. ΑΡΘΡΟΝ 7. Διά διαταγμάτων εκδιδομένων προτάσει του Υπουργού Δικαιοσύνης ρυθμίζονται αι λεπτομέρειαι εφαρμογής του παρόντος. ΑΘΗΝΑΙ, 27.— Το κείμενον του νομοσχεδίου «περί καταργήσεως μέτρων ασφαλείας και αποκαταστάσεως των συνταγματικών ελευθεριών» έχει ως εξής: ΑΡΘΡΟΝ 1. Καταργούνται αι διατάξεις των νόμων και ψηφισμάτων τα οποία εξεδόθησαν κατά την διάρκειαν της εκτάκτου περιόδου και αφορούν εις περιορισμούς των ατομικών ελευθεριών. ΑΡΘΡΟΝ 2. Οι καταδικασθέντες δι' αδικήματα προβλεπόμενα υπό των καταργουμένων διατάξεων απολύονται των φυλακών. ΑΡΘΡΟΝ 3. Αι επιβληθείσαι ποιναί μειούνται κατά το ήμισυ. ΑΡΘΡΟΝ 4. Αι αποφάσεις των επιτροπών ασφαλείας περί εκτοπίσεως ακυρούνται. ΑΡΘΡΟΝ 5. Η ισχύς του παρόντος άρχεται από της δημοσιεύσεως εις την Εφημερίδα της Κυβερνήσεως. ΑΡΘΡΟΝ 6. Πάσα αντίθετος διάταξις καταργείται. ΑΡΘΡΟΝ 7. Διά διαταγμάτων εκδιδομένων προτάσει του Υπουργού Δικαιοσύνης ρυθμίζονται αι λεπτομέρειαι εφαρμογής του παρόντος. ΑΘΗΝΑΙ, 27.— Το κείμενον του νομοσχεδίου «περί καταργήσεως μέτρων ασφαλείας και αποκαταστάσεως των συνταγματικών ελευθεριών» έχει ως εξής: ΑΡΘΡΟΝ 1. Καταργούνται αι διατάξεις των νόμων και ψηφισμάτων τα οποία εξεδόθησαν κατά την διάρκειαν της εκτάκτου περιόδου και αφορούν εις περιορισμούς των ατομικών ελευθεριών. ΑΡΘΡΟΝ 2. Οι καταδικασθέντες δι' αδικήματα προβλεπόμενα υπό των καταργουμένων διατάξεων απολύονται των φυλακών. ΑΡΘΡΟΝ 3. Αι επιβληθείσαι ποιναί μειούνται κατά το ήμισυ. ΑΡΘΡΟΝ 4. Αι αποφάσεις των επιτροπών ασφαλείας περί εκτοπίσεως ακυρούνται. ΑΡΘΡΟΝ 5. Η ισχύς του παρόντος άρχεται από της δημοσιεύσεως εις την Εφημερίδα της Κυβερνήσεως. ΑΡΘΡΟΝ 6. Πάσα αντίθετος διάταξις καταργείται. ΑΡΘΡΟΝ 7. Διά διαταγμάτων εκδιδομένων προτάσει του Υπουργού Δικαιοσύνης ρυθμίζονται αι λεπτομέρειαι εφαρμογής του παρόντος. ΑΘΗΝΑΙ, 27.— Το κείμενον του νομοσχεδίου «περί καταργήσεως μέτρων ασφαλείας και αποκαταστάσεως των συνταγματικών ελευθεριών» έχει ως εξής: ΑΡΘΡΟΝ 1. Καταργούνται αι διατάξεις των νόμων και ψηφισμάτων τα οποία εξεδόθησαν κατά την διάρκειαν της εκτάκτου περιόδου και αφορούν εις περιορισμούς των ατομικών ελευθεριών. ΑΡΘΡΟΝ 2. Οι καταδικασθέντες δι' αδικήματα προβλεπόμενα υπό των καταργουμένων διατάξεων απολύονται των φυλακών. ΑΡΘΡΟΝ 3. Αι επιβληθείσαι ποιναί μειούνται κατά το ήμισυ. ΑΡΘΡΟΝ 4. Αι αποφάσεις των επιτροπών ασφαλείας περί εκτοπίσεως ακυρούνται. ΑΡΘΡΟΝ 5. Η ισχύς του παρόντος άρχεται από της δημοσιεύσεως εις την Εφημερίδα της Κυβερνήσεως. ΑΡΘΡΟΝ 6. Πάσα αντίθετος διάταξις καταργείται. ΑΡΘΡΟΝ 7. Διά διαταγμάτων εκδιδομένων προτάσει του Υπουργού Δικαιοσύνης ρυθμίζονται αι λεπτομέρειαι εφαρμογής του παρόντος. ΑΘΗΝΑΙ, 27.— Το κείμενον του νομοσχεδίου «περί καταργήσεως μέτρων ασφαλείας και αποκαταστάσεως των συνταγματικών ελευθεριών» έχει ως εξής: ΑΡΘΡΟΝ 1. Καταργούνται αι διατάξεις των νόμων και ψηφισμάτων τα οποία εξεδόθησαν κατά την διάρκειαν της εκτάκτου περιόδου και αφορούν εις περιορισμούς των ατομικών ελευθεριών. ΑΡΘΡΟΝ 2. Οι καταδικασθέντες δι' αδικήματα προβλεπόμενα υπό των καταργουμένων διατάξεων απολύονται των φυλακών. ΑΡΘΡΟΝ 3. Αι επιβληθείσαι ποιναί μειούνται κατά το ήμισυ. ΑΡΘΡΟΝ 4. Αι αποφάσεις των επιτροπών ασφαλείας περί εκτοπίσεως ακυρούνται. ΑΡΘΡΟΝ 5. Η ισχύς του παρόντος άρχεται από της δημοσιεύσεως εις την Εφημερίδα της Κυβερνήσεως. ΑΡΘΡΟΝ 6. Πάσα αντίθετος διάταξις καταργείται. ΑΡΘΡΟΝ 7. Διά διαταγμάτων εκδιδομένων προτάσει του Υπουργού Δικαιοσύνης ρυθμίζονται αι λεπτομέρειαι εφαρμογής του παρόντος. ΑΘΗΝΑΙ, 27.— Το κείμενον του νομοσχεδίου «περί καταργήσεως μέτρων ασφαλείας και αποκαταστάσεως των συνταγματικών ελευθεριών» έχει ως εξής: ΑΡΘΡΟΝ 1. Καταργούνται αι διατάξεις των νόμων και ψηφισμάτων τα οποία εξεδόθησαν κατά την [412, 260, 1156, 915]
article-athens-briefs [1166, 1647, 1539, 1920]
right-column [1166, 33, 1539, 2318]
article-congress [29, 1143, 402, 1489]
report-headline: Η ΕΙΣΗΓΗΤΙΚΗ ΕΚΘΕΣΙΣ ΕΠΙ ΤΟΥ ΝΟΜΟΣΧΕΔΙΟΥ [459, 924, 1109, 958]
section-label: ΧΙΟΝΙ ΕΙΣ ΙΩΑΝΝΙΝΑ [643, 1624, 749, 1637]
headline: Η ΔΙΑΔΟΧΟΣ, Ο κ. ΝΟΒΑΣ ΚΑΙ ΤΡΕΙΣ ΥΠΟΥΡΓΟΙ ΠΑΡΕΣΤΗΣΑΝ ΕΙΣ ΤΑΣ ΕΟΡΤΑΣ ΤΗΣ ΕΞΟΔΟΥ [1206, 1394, 1498, 1422]
article-body: Κατόπιν σχετικής αποφάσεως του Υπουργείου Βορείου Ελλάδος παρεχωρήθησαν 41 οικόπεδα εις πολεμοπαθείς οικογενείας της Ανατολικής Μακεδονίας και της Θράκης. Εις τους δικαιούχους συγκαταλέγονται οι κ.κ. Αλεξιάδης, Βασιλειάδης, Γεωργιάδης, Δημητρίου, Ευσταθίου, Ζαχαρίου, Ηλιάδης, Θεοδωρίδης, Ιωαννίδης, Καραγιάννης, Λαζαρίδης. Κατόπιν σχετικής αποφάσεως του Υπουργείου Βορείου Ελλάδος παρεχωρήθησαν 41 οικόπεδα εις πολεμοπαθείς οικογενείας της Ανατολικής Μακεδονίας και της Θράκης. Εις τους δικαιούχους συγκαταλέγονται οι κ.κ. Αλεξιάδης, Βασιλειάδης, Γεωργιάδης, Δημητρίου, Ευσταθίου, Ζαχαρίου, Ηλιάδης, Θεοδωρίδης, Ιωαννίδης, Καραγιάννης, Λαζαρίδης. Κατόπιν σχετικής αποφάσεως του Υπουργείου Βορείου Ελλάδος παρεχωρήθησαν 41 οικόπεδα εις πολεμοπαθείς οικογενείας της Ανατολικής Μακεδονίας και της Θράκης. Εις τους δικαιούχους συγκαταλέγονται οι κ.κ. Αλεξιάδης, Βασιλειάδης, Γεωργιάδης, Δημητρίου, Ευσταθίου, Ζαχαρίου, Ηλιάδης, Θεοδωρίδης, Ιωαννίδης, Καραγιάννης, Λαζαρίδης. Κατόπιν σχετικής αποφάσεως του Υπουργείου Βορείου Ελλάδος παρεχωρήθησαν 41 οικόπεδα εις πολεμοπαθείς οικογενείας της Ανατολικής Μακεδονίας και της Θράκης. Εις τους δικαιούχους συγκαταλέγονται οι κ.κ. Αλεξιάδης, Βασιλειάδης, Γεωργιάδης, Δημητρίου, Ευσταθίου, Ζαχαρίου, Ηλιάδης, Θεοδωρίδης, Ιωαννίδης, Καραγιάννης, Λαζαρίδης. [1166, 1119, 1539, 1260]
article-north-news [29, 1499, 402, 1908]
headline: ΜΙΚΡΑΙ ΕΙΔΗΣΕΙΣ ΑΠΟ ΤΑΣ ΕΠΑΡΧΙΑΣ ΒΟΡ. ΕΛΛΑΔΟΣ [57, 1499, 374, 1513]
headline: ΑΠΟΦΑΣΙΣΘΗ ΕΙΣ ΣΥΣΚΕΨΙΝ ΠΟΙΑ ΕΡΓΑ ΟΔΟΠΟΙΪΑΣ ΘΑ ΕΚΤΕΛΕΣΘΟΥΝ ΕΦΕΤΟΣ ΕΙΣ ΤΟΝ ΝΟΜΟΝ ΚΑΒΑΛΑΣ [1179, 811, 1526, 839]
subheadline: ΚΑΙ ΕΙΣ ΧΩΡΙΚΟΣ ΕΡΡΙΦΘΗ ΕΝΤΟΣ ΦΡΕΑΤΟΣ [76, 827, 355, 843]
article-body: ΜΕΣΟΛΟΓΓΙΟΝ, 27.— Με μεγαλοπρέπειαν εωρτάσθη η επέτειος της Εξόδου του Μεσολογγίου. Εις τας εορτάς παρέστησαν η Διάδοχος, ο πρόεδρος της Βουλής κ. Νόβας και τρεις υπουργοί. ΜΕΣΟΛΟΓΓΙΟΝ, 27.— Με μεγαλοπρέπειαν εωρτάσθη η επέτειος της Εξόδου του Μεσολογγίου. Εις τας εορτάς παρέστησαν η Διάδοχος, ο πρόεδρος της Βουλής κ. Νόβας και τρεις υπουργοί. ΜΕΣΟΛΟΓΓΙΟΝ, 27.— Με μεγαλοπρέπειαν εωρτάσθη η επέτειος της Εξόδου του Μεσολογγίου. Εις τας εορτάς παρέστησαν η Διάδοχος, ο πρόεδρος της Βουλής κ. Νόβας και τρεις υπουργοί. [1166, 1425, 1539, 1496]
article-exodus [1166, 1394, 1539, 1543]
article-body: Εκ της 1ης σελίδος. Το νομοσχέδιον αποσκοπεί εις την πλήρη αποκατάστασιν των συνταγματικών ελευθεριών και την εξάλειψιν των συνεπειών της εμφυλίου διαμάχης. Η Κυβέρνησις πιστεύει ότι ο ελληνικός λαός έχει ωριμάσει πλήρως δια να ζήση εις καθεστώς πλήρους ελευθερίας. Διά του παρόντος καταργούνται όλα τα έκτακτα μέτρα τα οποία δεν δικαιολογούνται πλέον. Ο Υπουργός Δικαιοσύνης. Εκ της 1ης σελίδος. Το νομοσχέδιον αποσκοπεί εις την πλήρη αποκατάστασιν των συνταγματικών ελευθεριών και την εξάλειψιν των συνεπειών της εμφυλίου διαμάχης. Η Κυβέρνησις πιστεύει ότι ο ελληνικός λαός έχει ωριμάσει πλήρως δια να ζήση εις καθεστώς πλήρους ελευθερίας. Διά του παρόντος καταργούνται όλα τα έκτακτα μέτρα τα οποία δεν δικαιολογούνται πλέον. Ο Υπουργός Δικαιοσύνης. Εκ της 1ης σελίδος. Το νομοσχέδιον αποσκοπεί εις την πλήρη αποκατάστασιν των συνταγματικών ελευθεριών και την εξάλειψιν των συνεπειών της εμφυλίου διαμάχης. Η Κυβέρνησις πιστεύει ότι ο ελληνικός λαός έχει ωριμάσει πλήρως δια να ζήση εις καθεστώς πλήρους ελευθερίας. Διά του παρόντος καταργούνται όλα τα έκτακτα μέτρα τα οποία δεν δικαιολογούνται πλέον. Ο Υπουργός Δικαιοσύνης. Εκ της 1ης σελίδος. Το νομοσχέδιον αποσκοπεί εις την πλήρη αποκατάστασιν των συνταγματικών ελευθεριών και την εξάλειψιν των συνεπειών της εμφυλίου διαμάχης. Η Κυβέρνησις πιστεύει ότι ο ελληνικός λαός έχει ωριμάσει πλήρως δια να ζήση εις καθεστώς πλήρους ελευθερίας. Διά του παρόντος καταργούνται όλα τα έκτακτα μέτρα τα οποία δεν δικαιολογούνται πλέον. Ο Υπουργός Δικαιοσύνης. Εκ της 1ης σελίδος. Το νομοσχέδιον αποσκοπεί εις την πλήρη αποκατάστασιν των συνταγματικών ελευθεριών και την εξάλειψιν των συνεπειών της εμφυλίου διαμάχης. Η Κυβέρνησις πιστεύει ότι ο ελληνικός λαός έχει ωριμάσει πλήρως δια να ζήση εις καθεστώς πλήρους ελευθερίας. Διά του παρόντος καταργούνται όλα τα έκτακτα μέτρα τα οποία δεν δικαιολογούνται πλέον. Ο Υπουργός Δικαιοσύνης. ΑΝΑΚΟΙΝΩΣΙΣ ΤΗΣ ΕΔΑ Εκ της 1ης σελίδος. Το νομοσχέδιον αποσκοπεί εις την πλήρη αποκατάστασιν των συνταγματικών ελευθεριών και την εξάλειψιν των συνεπειών της εμφυλίου διαμάχης. Η Κυβέρνησις πιστεύει ότι ο ελληνικός λαός έχει ωριμάσει πλήρως δια να ζήση εις καθεστώς πλήρους ελευθερίας. Διά του παρόντος καταργούνται όλα τα έκτακτα μέτρα τα οποία δεν δικαιολογούνται πλέον. Ο Υπουργός Δικαιοσύνης. ΑΙ ΣΥΜΠΛΗΡΩΜΑΤΙΚΑΙ ΔΙΑΤΑΞΕΙΣ Εκ της 1ης σελίδος. Το νομοσχέδιον αποσκοπεί εις την πλήρη αποκατάστασιν των συνταγματικών ελευθεριών και την εξάλειψιν των συνεπειών της εμφυλίου διαμάχης. Η Κυβέρνησις πιστεύει ότι ο ελληνικός λαός έχει ωριμάσει πλήρως δια να ζήση εις καθεστώς πλήρους ελευθερίας. Διά του παρόντος καταργούνται όλα τα έκτακτα μέτρα τα οποία δεν δικαιολογούνται πλέον. Ο Υπουργός Δικαιοσύνης. Εκ της 1ης σελίδος. Το νομοσχέδιον αποσκοπεί εις την πλήρη αποκατάστασιν των συνταγματικών ελευθεριών και την εξάλειψιν των συνεπειών της εμφυλίου διαμάχης. Η Κυβέρνησις πιστεύει ότι ο ελληνικός λαός έχει ωριμάσει πλήρως δια να ζήση εις καθεστώς πλήρους ελευθερίας. Διά του παρόντος καταργούνται όλα τα έκτακτα μέτρα τα οποία δεν δικαιολογούνται πλέον. Ο Υπουργός Δικαιοσύνης. [412, 987, 1156, 1172]
headline: ΜΙΚΡΑΙ ΕΙΔΗΣΕΙΣ ΕΞ ΑΘΗΝΩΝ ΧΩΡΙΣ ΤΙΤΛΟΝ [1209, 1646, 1495, 1661]
lottery-intro: ΑΘΗΝΑΙ, 27.— Κατά την κλήρωσιν του Λαϊκού Λαχείου εκέρδισαν οι κάτωθι αριθμοί: [1166, 1569, 1348, 1588]
subheadline: ΒΕΛΤΙΩΜΕΝΗ ΘΕΣΙΣ ΕΙΣ ΤΑ ΝΟΣΗΛΕΥΤΙ- ΚΑ ΙΔΡΥΜΑΤΑ.— ΠΡΟΑΙΡΕΤΙΚΗ ΑΣΦΑΛΙ- ΣΙΣ, ΑΙ ΗΥΞΗΜΕΝΗΝ ΣΥΝΤΑΞΙΝ.— ΕΝΙ- ΣΧΥΕΤΑΙ ΤΟ ΠΡΟΣΩΠΙΚΟΝ ΙΑΤΡΕΙΩΝ [1233, 99, 1472, 154]
article-body: ΚΟΜΟΤΗΝΗ, 27.— Μετά ενδελεχείς ερεύνας της αστυνομίας διελευκάνθη πλήρως η βρεφοκτονία της Κομοτηνής. Συνελήφθη ζεύγος το οποίον συνέζη παρανόμως από ετών και το οποίον ομολόγησε την πράξιν του. Οι δράσται παρεπέμφθησαν εις τον ανακριτήν. ΚΟΜΟΤΗΝΗ, 27.— Μετά ενδελεχείς ερεύνας της αστυνομίας διελευκάνθη πλήρως η βρεφοκτονία της Κομοτηνής. Συνελήφθη ζεύγος το οποίον συνέζη παρανόμως από ετών και το οποίον ομολόγησε την πράξιν του. Οι δράσται παρεπέμφθησαν εις τον ανακριτήν. [412, 1231, 598, 1336]
section-label: ΑΠΟ ΤΟΝ ΠΟΛΥΓΥΡΟΝ [29, 1727, 149, 1740]
section-label: ΑΝΑΚΟΙΝΩΣΙΣ ΤΗΣ ΕΔΑ [816, 1073, 941, 1086]
lottery-number-row: 44963 45192 45221 50245 [1357, 1608, 1466, 1618]
main-headline-2: ΠΟΙΟΙ ΠΟΛΙΤΙΚΟΙ ΚΑΤΑΔΙΚΟΙ ΑΠΟΦΥΛΑΚΙΖΟΝΤΑΙ ΚΑΙ ΠΟΙΩΝ ΜΕΙΟΥΝΤΑΙ ΜΕΓΑΛΩΣ ΑΙ ΠΟΙΝΑΙ [445, 103, 1123, 170]
lottery-prize: Ο αριθμός 40702 κερδίζει 50.000 [1174, 1601, 1298, 1610]
left-column [29, 33, 402, 2318]
article-infanticide [412, 1193, 1156, 1227]
article-kavala-roads [1166, 812, 1539, 1078]
column-rule [1160, 33, 1161, 2316]
lottery-number-row: 65283 65745 66556 67208 [1357, 1627, 1466, 1637]
arrow-icon: ▶▶▶ [412, 964, 441, 985]
headline: ΗΡΧΙΣΑΝ ΕΙΣ ΘΕΣΣΑΛΟΝΙΚΗΝ ΑΙ ΕΡΓΑΣΙΑΙ ΠΑΝΕΛΛΑΔΙΚΟΥ ΚΑΠΝΕΡΓΑΤΙΚΟΥ ΣΥΝΕΔΡΙΟΥ [66, 1143, 366, 1172]
boxed-headline: ΑΧΘΟΦΟΡΟΙ ΕΓΕΝΕΤΟ ΗΡΩΣ ΕΠΙΣΟΔΙΟΥ ΕΙΣ ΤΑΒΕΡΝΑΝ [412, 1402, 598, 1432]
boxed-headline: ΑΝΑΒΑΛΛΕΤΑΙ Η ΚΑΤΕΔΑΦΙΣΙΣ ΑΥΘΑΙΡΕΤΩΝ [412, 1646, 598, 1676]
article-body: ΑΘΗΝΑΙ, 27.— Το Υπουργείον Βιομηχανίας ανακοινοί ότι κατά τον μήνα Φεβρουάριον ενεκρίθη η εισαγωγή μηχανικού εξοπλισμού εις τας εγκαταστάσεις διαφόρων βιομηχανιών της χώρας συνολικής αξίας 30.067.680 δραχμών. Εκ τούτων το μεγαλύτερον ποσόν αφορά εις νέας βιομηχανικάς μονάδας, αι οποίαι εγκαθίστανται εις τας επαρχίας, και ιδιαιτέρως εις την Βόρειον Ελλάδα. ΑΘΗΝΑΙ, 27.— Το Υπουργείον Βιομηχανίας ανακοινοί ότι κατά τον μήνα Φεβρουάριον ενεκρίθη η εισαγωγή μηχανικού εξοπλισμού εις τας εγκαταστάσεις διαφόρων βιομηχανιών της χώρας συνολικής αξίας 30.067.680 δραχμών. Εκ τούτων το μεγαλύτερον ποσόν αφορά εις νέας βιομηχανικάς μονάδας, αι οποίαι εγκαθίστανται εις τας επαρχίας, και ιδιαιτέρως εις την Βόρειον Ελλάδα. ΑΘΗΝΑΙ, 27.— Το Υπουργείον Βιομηχανίας ανακοινοί ότι κατά τον μήνα Φεβρουάριον ενεκρίθη η εισαγωγή μηχανικού εξοπλισμού εις τας εγκαταστάσεις διαφόρων βιομηχανιών της χώρας συνολικής αξίας 30.067.680 δραχμών. Εκ τούτων το μεγαλύτερον ποσόν αφορά εις νέας βιομηχανικάς μονάδας, αι οποίαι εγκαθίστανται εις τας επαρχίας, και ιδιαιτέρως εις την Βόρειον Ελλάδα. [29, 986, 402, 1109]
article-pharmacist [29, 797, 402, 944]
article-body: ΑΠΟ ΤΗΝ ΦΛΩΡΙΝΑΝ ΦΛΩΡΙΝΑ, 27.— Υπό την προεδρίαν του Νομάρχου συνήλθε το Νομαρχιακόν Συμβούλιον. ΣΕΡΡΑΙ, 27.— Εγένετο συνεδρίασις του Δημοτικού Συμβουλίου. ΠΟΛΥΓΥΡΟΣ, 27.— Παρά την Πανελληνίω συνεκλήθη ευρεία σύσκεψις των παραγόντων του νομού Χαλκιδικής διά τα έργα του 1964. ΦΛΩΡΙΝΑ, 27.— Υπό την προεδρίαν του Νομάρχου συνήλθε το Νομαρχιακόν Συμβούλιον. ΣΕΡΡΑΙ, 27.— Εγένετο συνεδρίασις του Δημοτικού Συμβουλίου. ΠΟΛΥΓΥΡΟΣ, 27.— Παρά την Πανελληνίω συνεκλήθη ευρεία σύσκεψις των παραγόντων του νομού Χαλκιδικής διά τα έργα του 1964. ΑΠΟ ΤΑΣ ΣΕΡΡΑΣ ΦΛΩΡΙΝΑ, 27.— Υπό την προεδρίαν του Νομάρχου συνήλθε το Νομαρχιακόν Συμβούλιον. ΣΕΡΡΑΙ, 27.— Εγένετο συνεδρίασις του Δημοτικού Συμβουλίου. ΠΟΛΥΓΥΡΟΣ, 27.— Παρά την Πανελληνίω συνεκλήθη ευρεία σύσκεψις των παραγόντων του νομού Χαλκιδικής διά τα έργα του 1964. ΑΠΟ ΤΟΝ ΠΟΛΥΓΥΡΟΝ ΦΛΩΡΙΝΑ, 27.— Υπό την προεδρίαν του Νομάρχου συνήλθε το Νομαρχιακόν Συμβούλιον. ΣΕΡΡΑΙ, 27.— Εγένετο συνεδρίασις του Δημοτικού Συμβουλίου. ΠΟΛΥΓΥΡΟΣ, 27.— Παρά την Πανελληνίω συνεκλήθη ευρεία σύσκεψις των παραγόντων του νομού Χαλκιδικής διά τα έργα του 1964. ΦΛΩΡΙΝΑ, 27.— Υπό την προεδρίαν του Νομάρχου συνήλθε το Νομαρχιακόν Συμβούλιον. ΣΕΡΡΑΙ, 27.— Εγένετο συνεδρίασις του Δημοτικού Συμβουλίου. ΠΟΛΥΓΥΡΟΣ, 27.— Παρά την Πανελληνίω συνεκλήθη ευρεία σύσκεψις των παραγόντων του νομού Χαλκιδικής διά τα έργα του 1964. ΦΛΩΡΙΝΑ, 27.— Υπό την προεδρίαν του Νομάρχου συνήλθε το Νομαρχιακόν Συμβούλιον. ΣΕΡΡΑΙ, 27.— Εγένετο συνεδρίασις του Δημοτικού Συμβουλίου. ΠΟΛΥΓΥΡΟΣ, 27.— Παρά την Πανελληνίω συνεκλήθη ευρεία σύσκεψις των παραγόντων του νομού Χαλκιδικής διά τα έργα του 1964. ΦΛΩΡΙΝΑ, 27.— Υπό την προεδρίαν του Νομάρχου συνήλθε το Νομαρχιακόν Συμβούλιον. ΣΕΡΡΑΙ, 27.— Εγένετο συνεδρίασις του Δημοτικού Συμβουλίου. ΠΟΛΥΓΥΡΟΣ, 27.— Παρά την Πανελληνίω συνεκλήθη ευρεία σύσκεψις των παραγόντων του νομού Χαλκιδικής διά τα έργα του 1964. [29, 1516, 402, 1756]
section-label: ΧΙΟΝΕΣ ΕΙΣ ΦΛΩΡΙΝΑΝ [635, 1559, 757, 1572]
article-machinery [29, 954, 402, 1133]
headline: Η ΕΙΣΑΓΩΓΗ ΚΡΕΑΤΩΝ ΕΚ ΤΟΥ ΕΞΩΤΕΡΙΚΟΥ ΕΠΙΤΡΕΠΕΤΑΙ ΔΙΟΤΙ Η ΚΤΗΝΟΤΡΟΦΙΑ ΜΑΣ ΔΕΝ ΚΑΛΥΠΤΕΙ ΤΑΣ ΑΝΑΓΚΑΣ [1166, 676, 1539, 691]
headline: ΗΥΤΟΚΤΟΝΗΣΕΝ Η ΦΑΡΜΑΚΟΠΟΙΟΣ ΚΑΜΕΣΑ ΠΗΔΗΣΑΣΑ ΕΙΣ ΤΟ ΚΕΝΟΝ ΕΚ ΤΡΙΤΟΥ ΟΡΟΦΟΥ [62, 797, 369, 826]
column-rule [406, 33, 407, 2316]
continuation-label: ΣΥΝΕΧΕΙΑ ΕΚ ΤΗΣ 1ης ΣΕΛΙΔΟΣ [448, 969, 614, 982]
report-body [412, 964, 1156, 1183]
lottery-number-row: 29393 32217 41219 43678 [1357, 1599, 1466, 1608]
section-label: ΑΠΟ ΤΑΣ ΣΕΡΡΑΣ [29, 1653, 122, 1665]
lottery-number-row: 552 1230 3021 6227 [1357, 1570, 1457, 1580]
article-meat-imports [1166, 676, 1539, 802]
article-body: Υπό την προεδρίαν του κ. Κουκουλάκη, ήρχισαν χθές εις Θεσσαλονίκην αι εργασίαι του Πανελλαδικού Καπνεργατικού Συνεδρίου, εις το οποίον μετέχουν αντιπρόσωποι εξ όλων των καπνεργατικών κέντρων της χώρας. Κατά την εναρκτήριον συνεδρίασιν ωμίλησαν ο πρόεδρος της Ομοσπονδίας και εκπρόσωποι των Υπουργείων Εργασίας και Βορείου Ελλάδος. Εξελέγη το προεδρείον του συνεδρίου εκ των κ.κ. Γ. Κουκουλάκη, Δ. Ζωγράφου, Κ. Τσάκωνα, Π. Σταυρίδου, Χ. Λαζαρίδου, Σ. Μακρή, Μ. Αγγελή, Π. Ζάλλα, Φ. Ραφέα, Ζ. Σακελλαρίου. Υπό την προεδρίαν του κ. Κουκουλάκη, ήρχισαν χθές εις Θεσσαλονίκην αι εργασίαι του Πανελλαδικού Καπνεργατικού Συνεδρίου, εις το οποίον μετέχουν αντιπρόσωποι εξ όλων των καπνεργατικών κέντρων της χώρας. Κατά την εναρκτήριον συνεδρίασιν ωμίλησαν ο πρόεδρος της Ομοσπονδίας και εκπρόσωποι των Υπουργείων Εργασίας και Βορείου Ελλάδος. Εξελέγη το προεδρείον του συνεδρίου εκ των κ.κ. Γ. Κουκουλάκη, Δ. Ζωγράφου, Κ. Τσάκωνα, Π. Σταυρίδου, Χ. Λαζαρίδου, Σ. Μακρή, Μ. Αγγελή, Π. Ζάλλα, Φ. Ραφέα, Ζ. Σακελλαρίου. Υπό την προεδρίαν του κ. Κουκουλάκη, ήρχισαν χθές εις Θεσσαλονίκην αι εργασίαι του Πανελλαδικού Καπνεργατικού Συνεδρίου, εις το οποίον μετέχουν αντιπρόσωποι εξ όλων των καπνεργατικών κέντρων της χώρας. Κατά την εναρκτήριον συνεδρίασιν ωμίλησαν ο πρόεδρος της Ομοσπονδίας και εκπρόσωποι των Υπουργείων Εργασίας και Βορείου Ελλάδος. Εξελέγη το προεδρείον του συνεδρίου εκ των κ.κ. Γ. Κουκουλάκη, Δ. Ζωγράφου, Κ. Τσάκωνα, Π. Σταυρίδου, Χ. Λαζαρίδου, Σ. Μακρή, Μ. Αγγελή, Π. Ζάλλα, Φ. Ραφέα, Ζ. Σακελλαρίου. Υπό την προεδρίαν του κ. Κουκουλάκη, ήρχισαν χθές εις Θεσσαλονίκην αι εργασίαι του Πανελλαδικού Καπνεργατικού Συνεδρίου, εις το οποίον μετέχουν αντιπρόσωποι εξ όλων των καπνεργατικών κέντρων της χώρας. Κατά την εναρκτήριον συνεδρίασιν ωμίλησαν ο πρόεδρος της Ομοσπονδίας και εκπρόσωποι των Υπουργείων Εργασίας και Βορείου Ελλάδος. Εξελέγη το προεδρείον του συνεδρίου εκ των κ.κ. Γ. Κουκουλάκη, Δ. Ζωγράφου, Κ. Τσάκωνα, Π. Σταυρίδου, Χ. Λαζαρίδου, Σ. Μακρή, Μ. Αγγελή, Π. Ζάλλα, Φ. Ραφέα, Ζ. Σακελλαρίου. [29, 1175, 402, 1384]
section-label: ΔΙΑΘΕΣΙΣ ΥΠΟ Κ. ΜΕΛΑ [249, 366, 373, 376]
article-body: ΚΟΜΟΤΗΝΗ, 27.— Μετά ενδελεχείς ερεύνας της αστυνομίας διελευκάνθη πλήρως η βρεφοκτονία της Κομοτηνής. Συνελήφθη ζεύγος το οποίον συνέζη παρανόμως από ετών και το οποίον ομολόγησε την πράξιν του. Οι δράσται παρεπέμφθησαν εις τον ανακριτήν. ΚΟΜΟΤΗΝΗ, 27.— Μετά ενδελεχείς ερεύνας της αστυνομίας διελευκάνθη πλήρως η βρεφοκτονία της Κομοτηνής. Συνελήφθη ζεύγος το οποίον συνέζη παρανόμως από ετών και το οποίον ομολόγησε την πράξιν του. Οι δράσται παρεπέμφθησαν εις τον ανακριτήν. ΚΟΜΟΤΗΝΗ, 27.— Μετά ενδελεχείς ερεύνας της αστυνομίας διελευκάνθη πλήρως η βρεφοκτονία της Κομοτηνής. Συνελήφθη ζεύγος το οποίον συνέζη παρανόμως από ετών και το οποίον ομολόγησε την πράξιν του. Οι δράσται παρεπέμφθησαν εις τον ανακριτήν. ΚΟΜΟΤΗΝΗ, 27.— Μετά ενδελεχείς ερεύνας της αστυνομίας διελευκάνθη πλήρως η βρεφοκτονία της Κομοτηνής. Συνελήφθη ζεύγος το οποίον συνέζη παρανόμως από ετών και το οποίον ομολόγησε την πράξιν του. Οι δράσται παρεπέμφθησαν εις τον ανακριτήν. ΚΟΜΟΤΗΝΗ, 27.— Μετά ενδελεχείς ερεύνας της αστυνομίας διελευκάνθη πλήρως η βρεφοκτονία της Κομοτηνής. Συνελήφθη ζεύγος το οποίον συνέζη παρανόμως από ετών και το οποίον ομολόγησε την πράξιν του. Οι δράσται παρεπέμφθησαν εις τον ανακριτήν. ΚΟΜΟΤΗΝΗ, 27.— Μετά ενδελεχείς ερεύνας της αστυνομίας διελευκάνθη πλήρως η βρεφοκτονία της Κομοτηνής. Συνελήφθη ζεύγος το οποίον συνέζη παρανόμως από ετών και το οποίον ομολόγησε την πράξιν του. Οι δράσται παρεπέμφθησαν εις τον ανακριτήν. [608, 1231, 1156, 1336]
boxed-headline: ΠΥΡΚΑΓΙΑ ΕΙΣ ΠΑΡΑΠΗΓΜΑ [980, 1631, 1156, 1650]
boxed-headline: Ο ΦΟΙΤΗΤΑΙ ΧΑΛΚΗΣ [980, 1553, 1156, 1571]
article-body: ΑΘΗΝΑΙ, 27.— Επίσημοι ξένοι επισκέπται έφθασαν εις Αθήνας. — Κατά την χθεσινήν συνεδρίασιν του Υπουργικού Συμβουλίου εγκρίθησαν διάφορα νομοσχέδια. — Ο Γ.Ε. Εθνικής Αμύνης επεσκέφθη τας μονάδας. — Αι εγγραφαί εις τα Πανεπιστήμια συνεχίζονται. ΑΘΗΝΑΙ, 27.— Επίσημοι ξένοι επισκέπται έφθασαν εις Αθήνας. — Κατά την χθεσινήν συνεδρίασιν του Υπουργικού Συμβουλίου εγκρίθησαν διάφορα νομοσχέδια. — Ο Γ.Ε. Εθνικής Αμύνης επεσκέφθη τας μονάδας. — Αι εγγραφαί εις τα Πανεπιστήμια συνεχίζονται. ΑΘΗΝΑΙ, 27.— Επίσημοι ξένοι επισκέπται έφθασαν εις Αθήνας. — Κατά την χθεσινήν συνεδρίασιν του Υπουργικού Συμβουλίου εγκρίθησαν διάφορα νομοσχέδια. — Ο Γ.Ε. Εθνικής Αμύνης επεσκέφθη τας μονάδας. — Αι εγγραφαί εις τα Πανεπιστήμια συνεχίζονται. ΑΘΗΝΑΙ, 27.— Επίσημοι ξένοι επισκέπται έφθασαν εις Αθήνας. — Κατά την χθεσινήν συνεδρίασιν του Υπουργικού Συμβουλίου εγκρίθησαν διάφορα νομοσχέδια. — Ο Γ.Ε. Εθνικής Αμύνης επεσκέφθη τας μονάδας. — Αι εγγραφαί εις τα Πανεπιστήμια συνεχίζονται. ΑΘΗΝΑΙ, 27.— Επίσημοι ξένοι επισκέπται έφθασαν εις Αθήνας. — Κατά την χθεσινήν συνεδρίασιν του Υπουργικού Συμβουλίου εγκρίθησαν διάφορα νομοσχέδια. — Ο Γ.Ε. Εθνικής Αμύνης επεσκέφθη τας μονάδας. — Αι εγγραφαί εις τα Πανεπιστήμια συνεχίζονται. [1166, 1664, 1539, 1798]
headline: ΕΚΤΑΚΤΟΣ ΟΙΚΟΝΟΜΙΚΗ ΕΝΙΣΧΥΣΙΣ ΠΑΡΕΧΕΤΑΙ ΔΙΑ ΤΟ ΠΑΣΧΑ ΕΙΣ ΜΗ ΕΠΙΔΟΤΟΥΜΕΝΟΥΣ ΑΝΕΡΓΟΥΣ [29, 33, 402, 101]
boxed-headline: ΑΙΓΛΟΣ ΝΑΥΑΡΧΟΣ ΕΙΣ ΤΑΣ ΑΘΗΝΑΣ [980, 1462, 1156, 1493]
section-label: ΑΠΟ ΤΗΝ ΦΛΩΡΙΝΑΝ [29, 1517, 140, 1529]
section-label: ΑΙ ΣΥΜΠΛΗΡΩΜΑΤΙΚΑΙ ΔΙΑΤΑΞΕΙΣ [978, 987, 1155, 998]
article-body: ΚΑΒΑΛΑ, 27.— Υπό την προεδρίαν του Νομάρχου συνήλθεν ευρεία σύσκεψις κατά την οποίαν απεφασίσθη ποια έργα οδοποιΐας θα εκτελεσθούν κατά το τρέχον έτος εις τον νομόν Καβάλας. Μεταξύ άλλων θα κατασκευασθή η οδός Καβάλας – Ελευθερουπόλεως. ΚΑΒΑΛΑ, 27.— Υπό την προεδρίαν του Νομάρχου συνήλθεν ευρεία σύσκεψις κατά την οποίαν απεφασίσθη ποια έργα οδοποιΐας θα εκτελεσθούν κατά το τρέχον έτος εις τον νομόν Καβάλας. Μεταξύ άλλων θα κατασκευασθή η οδός Καβάλας – Ελευθερουπόλεως. ΚΑΒΑΛΑ, 27.— Υπό την προεδρίαν του Νομάρχου συνήλθεν ευρεία σύσκεψις κατά την οποίαν απεφασίσθη ποια έργα οδοποιΐας θα εκτελεσθούν κατά το τρέχον έτος εις τον νομόν Καβάλας. Μεταξύ άλλων θα κατασκευασθή η οδός Καβάλας – Ελευθερουπόλεως. ΚΑΒΑΛΑ, 27.— Υπό την προεδρίαν του Νομάρχου συνήλθεν ευρεία σύσκεψις κατά την οποίαν απεφασίσθη ποια έργα οδοποιΐας θα εκτελεσθούν κατά το τρέχον έτος εις τον νομόν Καβάλας. Μεταξύ άλλων θα κατασκευασθή η οδός Καβάλας – Ελευθερουπόλεως. [1166, 843, 1539, 948]
headline: ΜΗΧΑΝΙΚΟΣ ΕΞΟΠΛΙΣΜΟΣ ΑΞΙΑΣ 30.067.680 ΔΡΑΧΜΩΝ ΕΙΣΗΧΘΗ ΕΙΣ ΤΗΝ ΕΛΛΑΔΑ ΚΑΤΑ ΤΟΝ ΦΕΒΡΟΥΑΡΙΟΝ [39, 954, 392, 983]
headline: ΠΕΡΙΟΔΟΣ ΑΝΑΔΗΜΙΟΥΡΓΙΑΣ ΤΟΥ Ι.Κ.Α. ΠΡΟΣ ΟΦΕΛΟΣ ΤΩΝ ΗΣΦΑΛΙΣΜΕΝΩΝ ΕΓΚΑΙΝΙΑΖΕΤΑΙ ΥΠΟ ΤΗΣ ΚΥΒΕΡΝΗΣΕΩΣ [1169, 33, 1536, 95]
headline: ΡΑΓΔΑΙΑΙ ΒΡΟΧΑΙ ΚΑΙ ΧΙΟΝΕΣ ΕΙΣ ΓΙΟΥΓΚΟΣΛΑΒΙΑΝ [705, 1406, 1059, 1423]
article-war-victims [1166, 1088, 1539, 1384]
section-label: ΚΑΤΟΛΙΣΘΗΣΕΙΣ ΕΙΣ ΒΡΑΖΙΛΙΑΝ [799, 1494, 965, 1507]
section-label: ΕΙΣ ΤΗΝ ΠΕΡΙΟΧΗΝ ΣΕΡΡΩΝ [45, 569, 195, 582]
subheadline: ΑΠΟ 350 ΜΕΧΡΙ 150 ΔΡΧ.— ΔΙΚΑΙΟΥΝΤΑΙ ΚΑΙ ΑΙ ΓΥΝΑΙΚΕΣ.— ΑΛΛΗ ΚΑΤΗΓΟΡΙΑ ΘΑ ΛΑΒΗ ΙΣΗΝ ΠΡΟΣ 12,5 ΕΠΙΔΟΜΑΤΑ [78, 105, 353, 153]
boxed-headline: ΠΛΟΚΑΗΡΩΘΗ Η ΚΡΙΣΙΣ ΤΩΝ ΑΞΙΩΜΑΤΙΚΩΝ ΤΗΣ ΧΩΡΟΦΥΛΑΚΗΣ [412, 1518, 598, 1559]
section-label: ΕΙΣ ΤΗΝ ΔΡΑΜΑΝ [266, 471, 357, 484]
headline: ΠΕΡΙ ΤΑ 2.000.000 ΚΙΛΑ ΚΑΠΝΩΝ ΗΜΕΡΗΣΙΩΣ ΑΠΟΡΡΟΦΑΤΑΙ ΕΚ ΤΗΣ ΒΟΡΕΙΟΥ ΕΛΛΑΔΟΣ [69, 313, 363, 342]
boxed-headline: 700 ΦΙΑΛΑΙ ΑΙΜΑΤΟΣ ΠΡΟΣΕΦΕΡΘΗΣΑΝ ΧΡΙΣΤΙΑΝΙΚΑΙ ΟΡΓΑΝΩΣΕΙΣ [794, 1628, 970, 1669]
article-lottery: ΟΙ ΚΕΡΔΙΖΟΝΤΕΣ ΑΡΙΘΜΟΙ ΤΟΥ ΛΑΪΚΟΥ ΛΑΧΕΙΟΥ ΑΘΗΝΑΙ, 27.— Κατά την κλήρωσιν του Λαϊκού Λαχείου εκέρδισαν οι κάτωθι αριθμοί: Ο αριθμός 25583 κερδίζει 50.000 Ο αριθμός 40702 κερδίζει 50.000 ΑΘΗΝΑΙ, 27.— Κατά την κλήρωσιν του Λαϊκού Λαχείου εκέρδισαν οι κάτωθι αριθμοί: 552 1230 3021 6227 7507 7765 8018 8731 19865 24627 24768 25969 29393 32217 41219 43678 44963 45192 45221 50245 52330 54033 55412 61408 65283 65745 66556 67208 [1166, 1553, 1539, 1637]
lottery-number-row: 52330 54033 55412 61408 [1357, 1617, 1466, 1627]
article-body: Η κίνησις της αγοράς καπνού εις την Βόρειον Ελλάδα συνεχίζεται με εντατικόν ρυθμόν. Κατά τας τελευταίας ημέρας απερροφήθησαν περί τα δύο εκατομμύρια κιλά ημερησίως. Συνολικώς εξ όλης της χώρας ηγοράσθησαν μέχρι σήμερον 64.000 τόνοι καπνών, εκ των οποίων το μεγαλύτερον μέρος εκ των νομών Δράμας, Καβάλας, Ξάνθης και Σερρών. Αι τιμαί κυμαίνονται εις ικανοποιητικά επίπεδα. Αι αγοραί εις Ξάνθην, Σέρρας, Δράμαν συνεχίζονται. Διάθεσις υπό Μελά. ΑΙ ΑΓΟΡΑΙ ΕΙΣ ΞΑΝΘΗΝ Η κίνησις της αγοράς καπνού εις την Βόρειον Ελλάδα συνεχίζεται με εντατικόν ρυθμόν. Κατά τας τελευταίας ημέρας απερροφήθησαν περί τα δύο εκατομμύρια κιλά ημερησίως. Συνολικώς εξ όλης της χώρας ηγοράσθησαν μέχρι σήμερον 64.000 τόνοι καπνών, εκ των οποίων το μεγαλύτερον μέρος εκ των νομών Δράμας, Καβάλας, Ξάνθης και Σερρών. Αι τιμαί κυμαίνονται εις ικανοποιητικά επίπεδα. Αι αγοραί εις Ξάνθην, Σέρρας, Δράμαν συνεχίζονται. Διάθεσις υπό Μελά. ΕΙΣ ΤΗΝ ΠΕΡΙΟΧΗΝ ΣΕΡΡΩΝ Η κίνησις της αγοράς καπνού εις την Βόρειον Ελλάδα συνεχίζεται με εντατικόν ρυθμόν. Κατά τας τελευταίας ημέρας απερροφήθησαν περί τα δύο εκατομμύρια κιλά ημερησίως. Συνολικώς εξ όλης της χώρας ηγοράσθησαν μέχρι σήμερον 64.000 τόνοι καπνών, εκ των οποίων το μεγαλύτερον μέρος εκ των νομών Δράμας, Καβάλας, Ξάνθης και Σερρών. Αι τιμαί κυμαίνονται εις ικανοποιητικά επίπεδα. Αι αγοραί εις Ξάνθην, Σέρρας, Δράμαν συνεχίζονται. Διάθεσις υπό Μελά. ΔΙΑΘΕΣΙΣ ΥΠΟ Κ. ΜΕΛΑ Η κίνησις της αγοράς καπνού εις την Βόρειον Ελλάδα συνεχίζεται με εντατικόν ρυθμόν. Κατά τας τελευταίας ημέρας απερροφήθησαν περί τα δύο εκατομμύρια κιλά ημερησίως. Συνολικώς εξ όλης της χώρας ηγοράσθησαν μέχρι σήμερον 64.000 τόνοι καπνών, εκ των οποίων το μεγαλύτερον μέρος εκ των νομών Δράμας, Καβάλας, Ξάνθης και Σερρών. Αι τιμαί κυμαίνονται εις ικανοποιητικά επίπεδα. Αι αγοραί εις Ξάνθην, Σέρρας, Δράμαν συνεχίζονται. Διάθεσις υπό Μελά. ΕΙΣ ΤΗΝ ΔΡΑΜΑΝ Η κίνησις της αγοράς καπνού εις την Βόρειον Ελλάδα συνεχίζεται με εντατικόν ρυθμόν. Κατά τας τελευταίας ημέρας απερροφήθησαν περί τα δύο εκατομμύρια κιλά ημερησίως. Συνολικώς εξ όλης της χώρας ηγοράσθησαν μέχρι σήμερον 64.000 τόνοι καπνών, εκ των οποίων το μεγαλύτερον μέρος εκ των νομών Δράμας, Καβάλας, Ξάνθης και Σερρών. Αι τιμαί κυμαίνονται εις ικανοποιητικά επίπεδα. Αι αγοραί εις Ξάνθην, Σέρρας, Δράμαν συνεχίζονται. Διάθεσις υπό Μελά. Η κίνησις της αγοράς καπνού εις την Βόρειον Ελλάδα συνεχίζεται με εντατικόν ρυθμόν. Κατά τας τελευταίας ημέρας απερροφήθησαν περί τα δύο εκατομμύρια κιλά ημερησίως. Συνολικώς εξ όλης της χώρας ηγοράσθησαν μέχρι σήμερον 64.000 τόνοι καπνών, εκ των οποίων το μεγαλύτερον μέρος εκ των νομών Δράμας, Καβάλας, Ξάνθης και Σερρών. Αι τιμαί κυμαίνονται εις ικανοποιητικά επίπεδα. Αι αγοραί εις Ξάνθην, Σέρρας, Δράμαν συνεχίζονται. Διάθεσις υπό Μελά. [29, 366, 402, 677]
headline: ΟΙ ΚΕΡΔΙΖΟΝΤΕΣ ΑΡΙΘΜΟΙ ΤΟΥ ΛΑΪΚΟΥ ΛΑΧΕΙΟΥ [1195, 1553, 1510, 1568]
report-section [412, 921, 1156, 961]
center-column [412, 33, 1156, 2318]
